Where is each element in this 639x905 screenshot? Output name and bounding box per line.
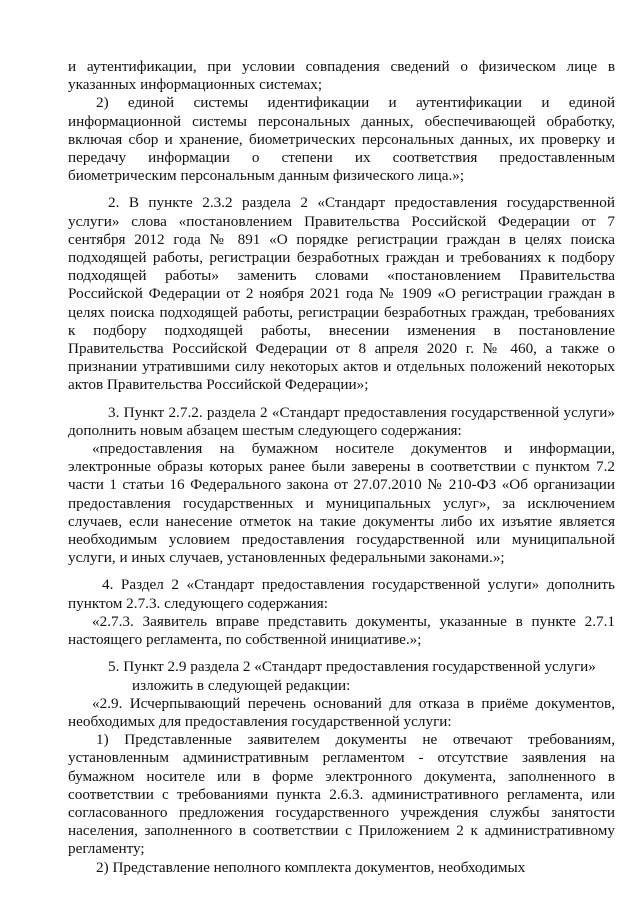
paragraph-clause-4-quote: «2.7.3. Заявитель вправе представить документы, указанные в пункте 2.7.1 настоящего регламента, по собственной инициативе.»;	[68, 612, 615, 649]
paragraph-clause-5: 5. Пункт 2.9 раздела 2 «Стандарт предоставления государственной услуги»	[108, 658, 596, 676]
paragraph-item-2-unified-system: 2) единой системы идентификации и аутентификации и единой информационной системы персональных данных, обеспечивающей обработку, включая сбор и хранение, биометрических персональных данных, их проверку и передачу информации о степени их соответствия предоставленным биометрическим персональным данным физического лица.»;	[68, 94, 615, 185]
paragraph-clause-3-quote: «предоставления на бумажном носителе документов и информации, электронные образы которых ранее были заверены в соответствии с пунктом 7.2 части 1 статьи 16 Федерального закона от 27.07.2010 № 210-ФЗ «Об организации предоставления государственных и муниципальных услуг», за исключением случаев, если нанесение отметок на такие документы либо их изъятие является необходимым условием предоставления государственной или муниципальной услуги, и иных случаев, установленных федеральными законами.»;	[68, 440, 615, 567]
paragraph-clause-3: 3. Пункт 2.7.2. раздела 2 «Стандарт предоставления государственной услуги» дополнить новым абзацем шестым следующего содержания:	[68, 403, 615, 439]
paragraph-clause-4: 4. Раздел 2 «Стандарт предоставления государственной услуги» дополнить пунктом 2.7.3. следующего содержания:	[68, 576, 615, 612]
paragraph-clause-5-quote: «2.9. Исчерпывающий перечень оснований для отказа в приёме документов, необходимых для предоставления государственной услуги:	[68, 694, 615, 730]
document-body	[68, 58, 615, 877]
paragraph-authentication-end: и аутентификации, при условии совпадения сведений о физическом лице в указанных информационных системах;	[68, 58, 615, 94]
paragraph-ground-2: 2) Представление неполного комплекта документов, необходимых	[96, 858, 526, 876]
paragraph-clause-5-continuation: изложить в следующей редакции:	[132, 676, 351, 694]
paragraph-ground-1: 1) Представленные заявителем документы не отвечают требованиям, установленным административным регламентом - отсутствие заявления на бумажном носителе или в форме электронного документа, заполненного в соответствии с требованиями пункта 2.6.3. административного регламента, или согласованного предложения государственного учреждения службы занятости населения, заполненного в соответствии с Приложением 2 к административному регламенту;	[68, 731, 615, 858]
paragraph-clause-2: 2. В пункте 2.3.2 раздела 2 «Стандарт предоставления государственной услуги» слова «постановлением Правительства Российской Федерации от 7 сентября 2012 года № 891 «О порядке регистрации граждан в целях поиска подходящей работы, регистрации безработных граждан и требованиях к подбору подходящей работы» заменить словами «постановлением Правительства Российской Федерации от 2 ноября 2021 года № 1909 «О регистрации граждан в целях поиска подходящей работы, регистрации безработных граждан, требованиях к подбору подходящей работы, внесении изменения в постановление Правительства Российской Федерации от 8 апреля 2020 г. № 460, а также о признании утратившими силу некоторых актов и отдельных положений некоторых актов Правительства Российской Федерации»;	[68, 194, 615, 394]
